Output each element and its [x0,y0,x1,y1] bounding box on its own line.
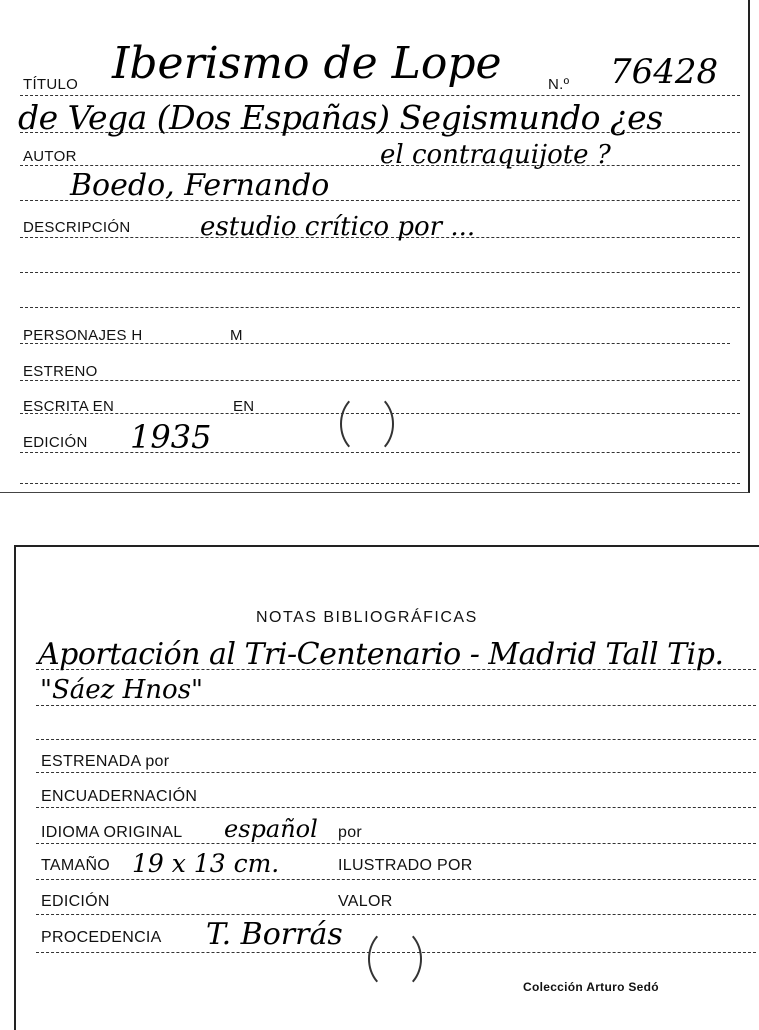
procedencia-label: PROCEDENCIA [41,929,162,946]
descripcion-label: DESCRIPCIÓN [23,219,131,236]
notas-line-3 [36,739,756,740]
notas-handwritten: Aportación al Tri-Centenario - Madrid Tall Tip. [38,637,724,672]
notas-heading: NOTAS BIBLIOGRÁFICAS [256,609,478,626]
punch-hole-mark-2 [368,927,422,991]
procedencia-handwritten: T. Borrás [206,917,343,952]
descripcion-handwritten: estudio crítico por ... [200,212,476,242]
edicion-handwritten: 1935 [130,418,212,456]
estrenada-label: ESTRENADA por [41,753,170,770]
edicion-line [20,452,740,453]
edicion-valor-line [36,914,756,915]
encuadernacion-label: ENCUADERNACIÓN [41,788,198,805]
numero-handwritten: 76428 [610,52,719,92]
titulo-handwritten-3: el contraquijote ? [380,140,611,170]
titulo-handwritten: Iberismo de Lope [112,38,502,89]
idioma-handwritten: español [224,815,318,843]
idioma-label: IDIOMA ORIGINAL [41,824,183,841]
catalog-card-back [14,545,759,1030]
coleccion-stamp: Colección Arturo Sedó [523,980,659,994]
idioma-line [36,843,756,844]
titulo-line [20,95,740,96]
en-label: EN [233,398,255,415]
personajes-label: PERSONAJES H [23,327,143,344]
estreno-line [20,380,740,381]
numero-label: N.º [548,76,570,93]
valor-label: VALOR [338,893,393,910]
estreno-label: ESTRENO [23,363,98,380]
tamano-handwritten: 19 x 13 cm. [132,849,280,878]
autor-label: AUTOR [23,148,77,165]
por-label: por [338,824,363,841]
edicion-label: EDICIÓN [23,434,88,451]
edicion-label-2: EDICIÓN [41,893,110,910]
estrenada-line [36,772,756,773]
titulo-label: TÍTULO [23,76,79,93]
notas-handwritten-2: "Sáez Hnos" [40,675,203,705]
tamano-label: TAMAÑO [41,857,111,874]
ilustrado-label: ILUSTRADO POR [338,857,473,874]
descripcion-line-2 [20,272,740,273]
bottom-line [20,483,740,484]
tamano-line [36,879,756,880]
punch-hole-mark [340,392,394,456]
catalog-card-front [0,0,750,493]
titulo-handwritten-2: de Vega (Dos Españas) Segismundo ¿es [18,98,663,137]
autor-handwritten: Boedo, Fernando [70,168,330,203]
escrita-en-label: ESCRITA EN [23,398,115,415]
notas-line-2 [36,705,756,706]
encuadernacion-line [36,807,756,808]
m-label: M [230,327,243,344]
descripcion-line-3 [20,307,740,308]
